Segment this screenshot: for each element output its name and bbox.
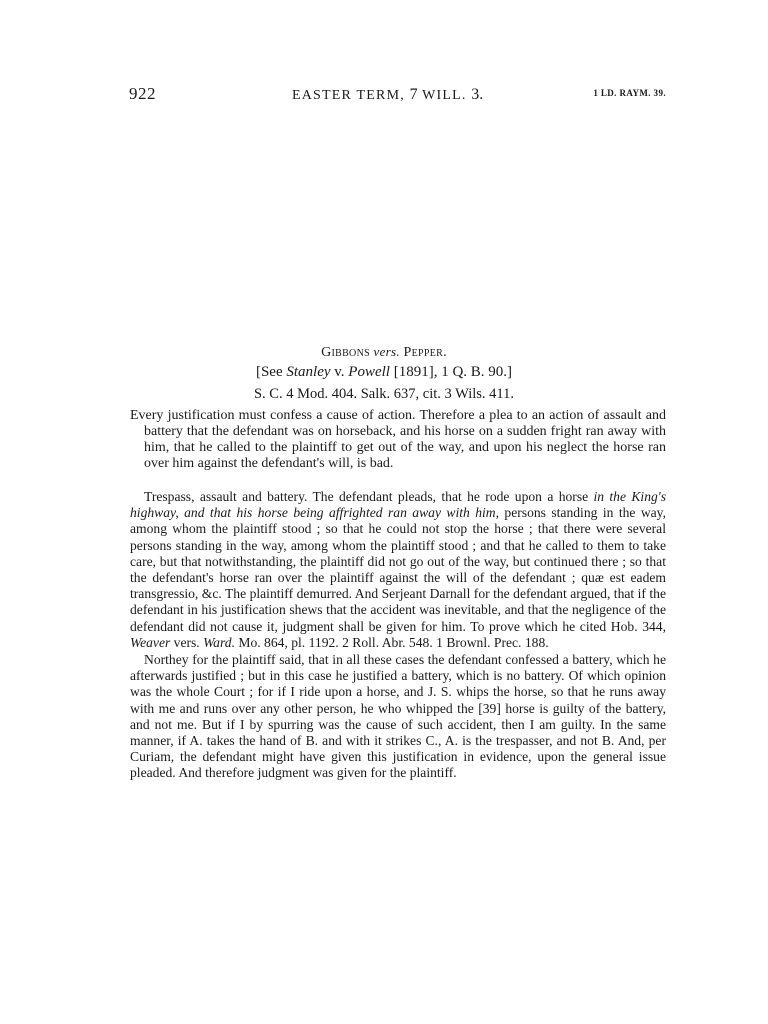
case-name-weaver: Weaver [130,634,171,650]
header-title-mid: WILL. [422,88,467,103]
see-case-two: Powell [348,364,390,380]
header-title [292,86,483,104]
report-reference: 1 LD. RAYM. 39. [593,88,666,98]
paragraph-one [130,489,666,651]
paragraph-one-italic-a: in the King's highway, and that his horse being affrighted ran away with him, [130,489,666,521]
party-two: Pepper. [403,345,447,360]
headnote-text: Every justification must confess a cause of action. Therefore a plea to an action of assault and battery that the defendant was on horseback, and his horse on a sudden fright ran away with him, that he called to the plaintiff to get out of the way, and upon his neglect the horse ran over him against the defendant's will, is bad. [130,408,666,471]
header-title-num1: 7 [409,86,418,103]
page-marker: [39] [478,700,501,716]
paragraph-two [130,652,666,782]
report-body [130,489,666,782]
case-citation: S. C. 4 Mod. 404. Salk. 637, cit. 3 Wils. 411. [253,386,515,402]
vers-label: vers. [373,344,400,359]
page-number: 922 [129,84,156,103]
paragraph-one-text-c: vers. [170,634,204,650]
paragraph-one-text-d: Mo. 864, pl. 1192. 2 Roll. Abr. 548. 1 Brownl. Prec. 188. [234,634,549,650]
paragraph-two-text-b: horse is guilty of the battery, and not me. But if I by spurring was the cause of such accident, then I am guilty. In the same manner, if A. takes the hand of B. and with it strikes C., A. is the trespasser, and not B. And, per Curiam, the defendant might have given this justification in evidence, upon the general issue pleaded. And therefore judgment was given for the plaintiff. [130,700,667,781]
party-one: Gibbons [321,345,370,360]
paragraph-one-text-a: Trespass, assault and battery. The defendant pleads, that he rode upon a horse [144,489,594,504]
see-case-one: Stanley [286,364,331,380]
paragraph-one-text-b: persons standing in the way, among whom the plaintiff stood ; so that he could not stop the horse ; that there were several persons standing in the way, among whom the plaintiff stood ; and that he called to them to take care, but that notwithstanding, the plaintiff did not go out of the way, but continued there ; so that the defendant's horse ran over the plaintiff against the will of the defendant ; quæ est eadem transgressio, &c. The plaintiff demurred. And Serjeant Darnall for the defendant argued, that if the defendant in his justification shews that the accident was inevitable, and that the negligence of the defendant did not cause it, judgment shall be given for him. To prove which he cited Hob. 344, [130,505,666,634]
case-name-ward: Ward. [203,634,235,650]
paragraph-two-text-a: Northey for the plaintiff said, that in all these cases the defendant confessed a battery, which he afterwards justified ; but in this case he justified a battery, which is no battery. Of which opinion was the whole Court ; for if I ride upon a horse, and J. S. whips the horse, so that he runs away with me and runs over any other person, he who whipped the [130,652,666,716]
see-open: [See [255,364,283,380]
see-v: v. [334,364,345,380]
see-cite: [1891], 1 Q. B. 90.] [393,364,513,380]
header-title-num2: 3. [471,86,484,103]
headnote [130,408,666,472]
running-header [129,84,666,108]
header-title-prefix: EASTER TERM, [292,88,405,103]
case-title [0,344,768,361]
see-reference [0,364,768,381]
